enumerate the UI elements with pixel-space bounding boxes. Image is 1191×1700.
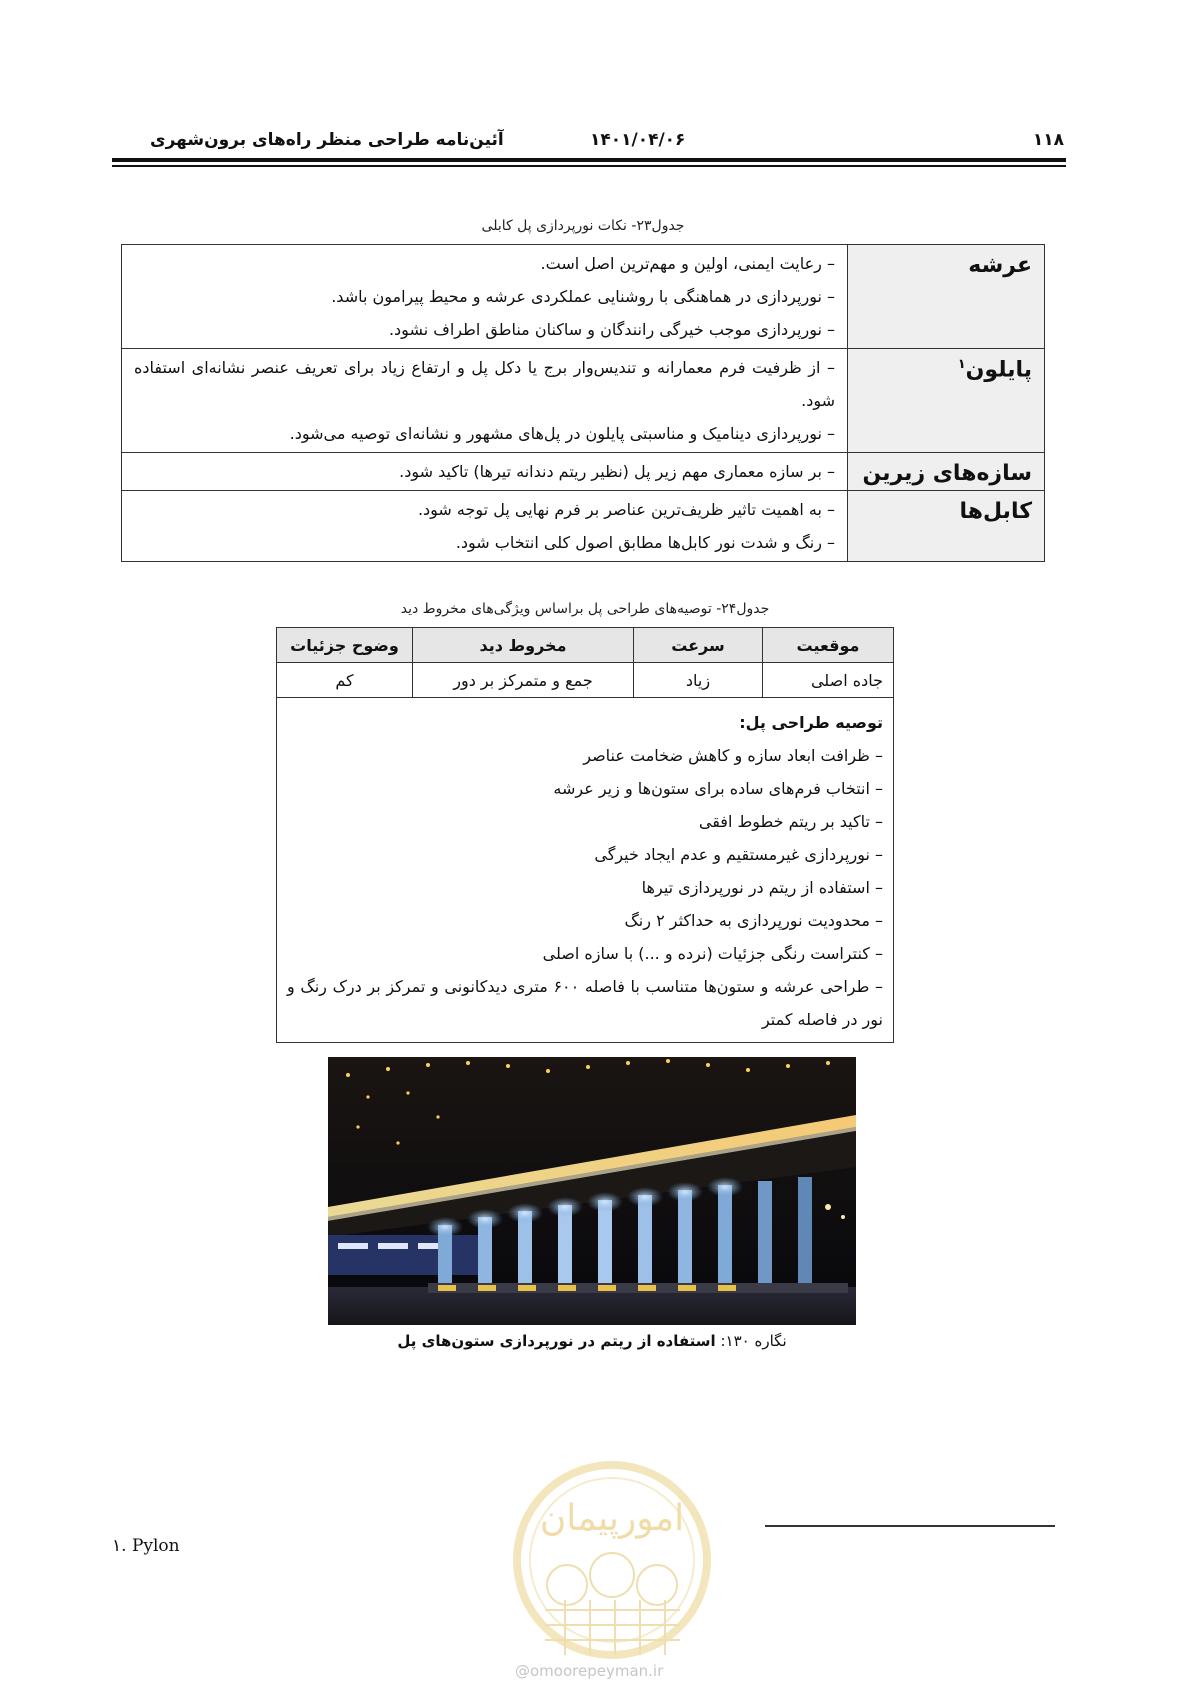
list-item: – نورپردازی در هماهنگی با روشنایی عملکردی عرشه و محیط پیرامون باشد.	[331, 287, 835, 306]
list-item: – به اهمیت تاثیر ظریف‌ترین عناصر بر فرم نهایی پل توجه شود.	[417, 500, 835, 519]
bridge-photo	[328, 1057, 856, 1325]
table-row	[122, 245, 1045, 349]
table-row	[122, 349, 1045, 453]
watermark-text: امورپیمان	[539, 1498, 685, 1539]
table-cell: کم	[277, 663, 413, 698]
document-date: ۱۴۰۱/۰۴/۰۶	[590, 130, 686, 150]
header-rule	[112, 158, 1066, 162]
table-row	[277, 698, 894, 1043]
table-row	[122, 453, 1045, 491]
table-header-row	[277, 628, 894, 663]
row-content	[122, 349, 848, 453]
list-item: – رعایت ایمنی، اولین و مهم‌ترین اصل است.	[540, 254, 835, 273]
table-cell: زیاد	[634, 663, 763, 698]
list-item: – رنگ و شدت نور کابل‌ها مطابق اصول کلی انتخاب شود.	[455, 533, 835, 552]
row-heading-text: پایلون	[965, 357, 1032, 383]
list-item: – انتخاب فرم‌های ساده برای ستون‌ها و زیر عرشه	[553, 779, 883, 798]
row-content	[122, 453, 848, 491]
footnote-rule	[765, 1525, 1055, 1527]
table-row	[122, 491, 1045, 562]
table-cell: جاده اصلی	[763, 663, 894, 698]
list-item: – نورپردازی غیرمستقیم و عدم ایجاد خیرگی	[594, 845, 883, 864]
figure-caption-text: استفاده از ریتم در نورپردازی ستون‌های پل	[397, 1332, 716, 1350]
row-heading: کابل‌ها	[848, 491, 1045, 562]
column-header: مخروط دید	[413, 628, 634, 663]
column-header: موقعیت	[763, 628, 894, 663]
recommendations-title: توصیه طراحی پل:	[739, 713, 883, 732]
figure-label: نگاره ۱۳۰:	[720, 1332, 787, 1350]
table-cell: جمع و متمرکز بر دور	[413, 663, 634, 698]
recommendations-cell	[277, 698, 894, 1043]
table24-caption: جدول۲۴- توصیه‌های طراحی پل براساس ویژگی‌های مخروط دید	[400, 601, 770, 617]
watermark-url: @omoorepeyman.ir	[515, 1662, 664, 1680]
page-number: ۱۱۸	[1032, 130, 1064, 150]
row-content	[122, 245, 848, 349]
header-rule-thin	[112, 165, 1066, 167]
list-item: – از ظرفیت فرم معمارانه و تندیس‌وار برج یا دکل پل و ارتفاع زیاد برای تعریف عنصر نشانه‌ای استفاده شود.	[134, 358, 835, 410]
list-item: – ظرافت ابعاد سازه و کاهش ضخامت عناصر	[583, 746, 883, 765]
list-item: – محدودیت نورپردازی به حداکثر ۲ رنگ	[624, 911, 883, 930]
list-item: – نورپردازی موجب خیرگی رانندگان و ساکنان مناطق اطراف نشود.	[388, 320, 835, 339]
list-item: – تاکید بر ریتم خطوط افقی	[698, 812, 883, 831]
row-content	[122, 491, 848, 562]
table-row	[277, 663, 894, 698]
list-item: – استفاده از ریتم در نورپردازی تیرها	[641, 878, 883, 897]
document-title: آئین‌نامه طراحی منظر راه‌های برون‌شهری	[150, 130, 504, 150]
list-item: – طراحی عرشه و ستون‌ها متناسب با فاصله ۶۰۰ متری دیدکانونی و تمرکز بر درک رنگ و نور در فاصله کمتر	[287, 977, 883, 1029]
table23	[121, 244, 1045, 562]
column-header: وضوح جزئیات	[277, 628, 413, 663]
figure-caption	[328, 1332, 856, 1350]
footnote-marker: ۱	[957, 357, 966, 372]
row-heading: عرشه	[848, 245, 1045, 349]
table23-caption: جدول۲۳- نکات نورپردازی پل کابلی	[481, 218, 685, 234]
table24	[276, 627, 894, 1043]
list-item: – کنتراست رنگی جزئیات (نرده و ...) با سازه اصلی	[542, 944, 883, 963]
row-heading	[848, 349, 1045, 453]
footnote: ۱. Pylon	[112, 1536, 180, 1556]
list-item: – بر سازه معماری مهم زیر پل (نظیر ریتم دندانه تیرها) تاکید شود.	[399, 462, 835, 481]
column-header: سرعت	[634, 628, 763, 663]
row-heading: سازه‌های زیرین	[848, 453, 1045, 491]
list-item: – نورپردازی دینامیک و مناسبتی پایلون در پل‌های مشهور و نشانه‌ای توصیه می‌شود.	[289, 424, 835, 443]
